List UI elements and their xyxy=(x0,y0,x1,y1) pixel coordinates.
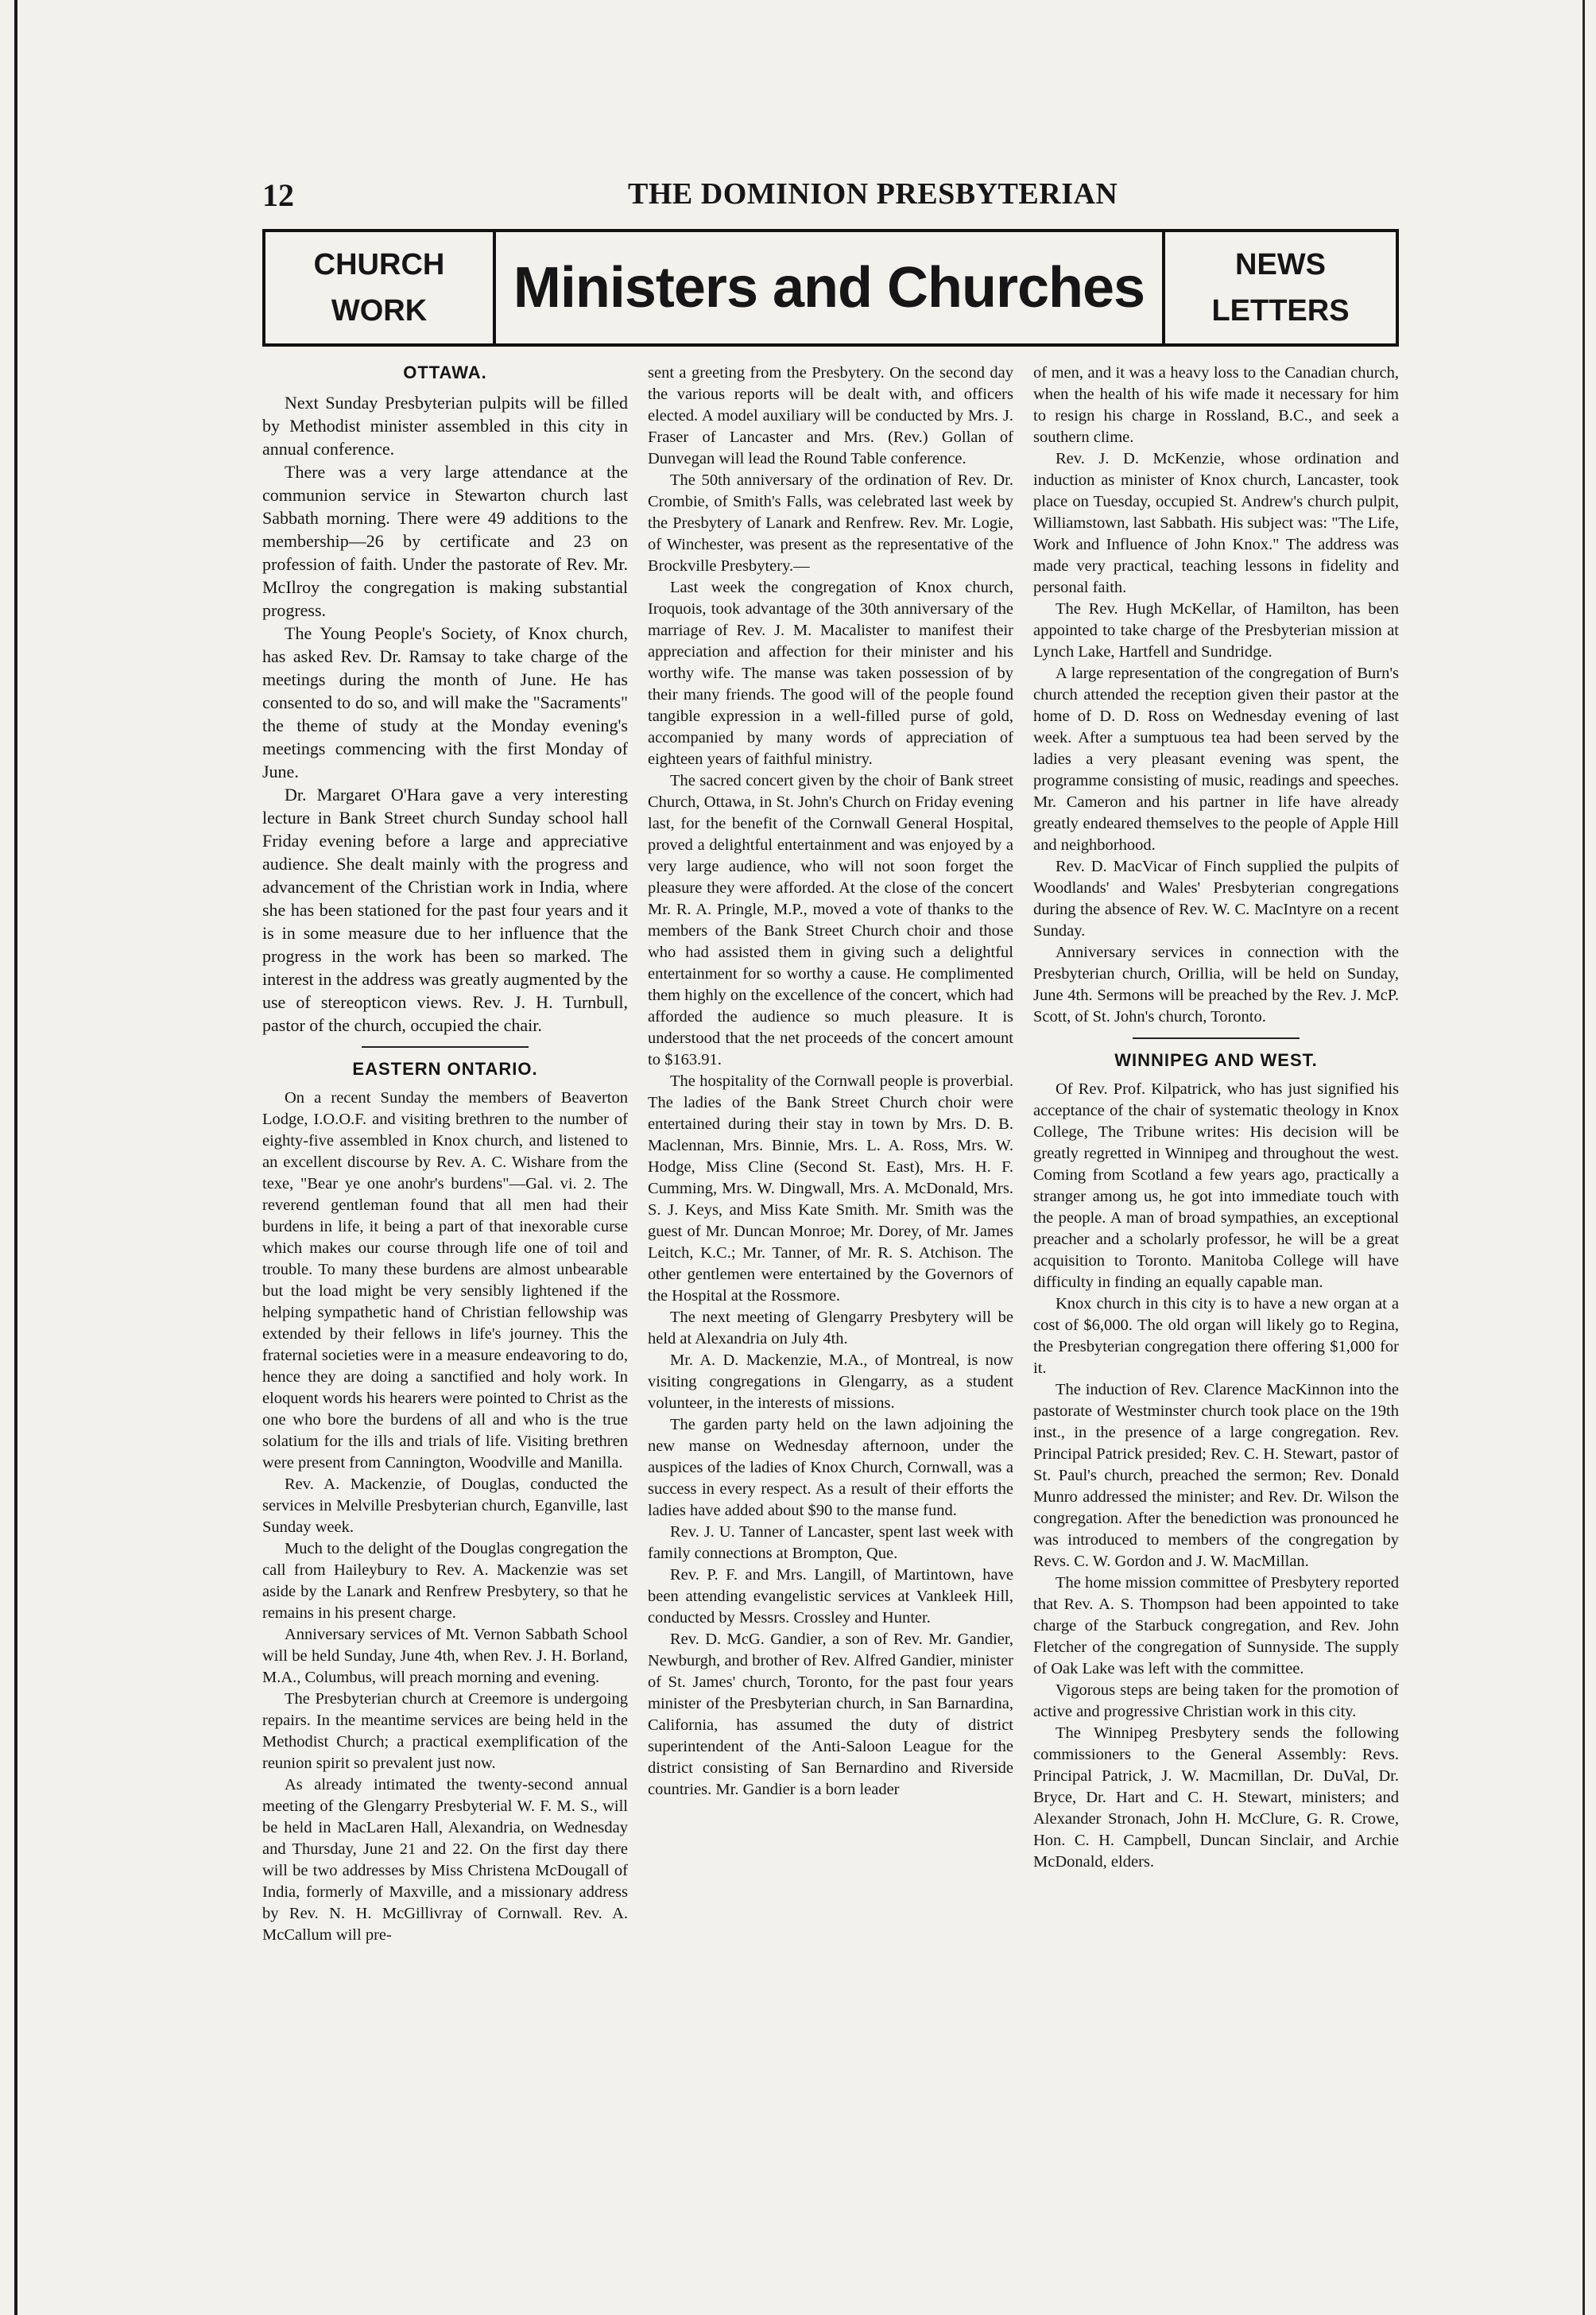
banner-title: Ministers and Churches xyxy=(496,232,1165,343)
section-banner xyxy=(262,229,1399,347)
article-paragraph: Anniversary services in connection with the Presbyterian church, Orillia, will be held on Sunday, June 4th. Sermons will be preached by the Rev. J. McP. Scott, of St. John's church, Toronto. xyxy=(1033,944,1399,1026)
article-paragraph: Much to the delight of the Douglas congregation the call from Haileybury to Rev. A. Mackenzie was set aside by the Lanark and Renfrew Presbytery, so that he remains in his present charge. xyxy=(262,1540,628,1622)
article-paragraph: There was a very large attendance at the communion service in Stewarton church last Sabbath morning. There were 49 additions to the membership—26 by certificate and 23 on profession of faith. Under the pastorate of Rev. Mr. McIlroy the congregation is making substantial progress. xyxy=(262,462,628,620)
article-paragraph: The Winnipeg Presbytery sends the following commissioners to the General Assembly: Revs. Principal Patrick, J. W. Macmillan, Dr. DuVal, Dr. Bryce, Dr. Hart and C. H. Stewart, ministers; and Alexander Stronach, John H. McClure, G. R. Crowe, Hon. C. H. Campbell, Duncan Sinclair, and Archie McDonald, elders. xyxy=(1033,1724,1399,1871)
article-paragraph: Mr. A. D. Mackenzie, M.A., of Montreal, is now visiting congregations in Glengarry, as a student volunteer, in the interests of missions. xyxy=(648,1351,1013,1412)
column-2 xyxy=(648,363,1013,2215)
article-paragraph: Rev. D. McG. Gandier, a son of Rev. Mr. Gandier, Newburgh, and brother of Rev. Alfred Gandier, minister of St. James' church, Toronto, for the past four years minister of the Presbyterian church, in San Barnardina, California, has assumed the duty of district superintendent of the Anti-Saloon League for the district consisting of San Bernardino and Riverside countries. Mr. Gandier is a born leader xyxy=(648,1631,1013,1798)
article-paragraph: Of Rev. Prof. Kilpatrick, who has just signified his acceptance of the chair of systematic theology in Knox College, The Tribune writes: His decision will be greatly regretted in Winnipeg and throughout the west. Coming from Scotland a few years ago, practically a stranger among us, he got into immediate touch with the people. A man of broad sympathies, an exceptional preacher and a scholarly professor, he will be a great acquisition to Toronto. Manitoba College will have difficulty in finding an equally capable man. xyxy=(1033,1080,1399,1291)
article-paragraph: Dr. Margaret O'Hara gave a very interesting lecture in Bank Street church Sunday school hall Friday evening before a large and appreciative audience. She dealt mainly with the progress and advancement of the Christian work in India, where she has been stationed for the past four years and it is in some measure due to her influence that the progress in the work has been so marked. The interest in the address was greatly augmented by the use of stereopticon views. Rev. J. H. Turnbull, pastor of the church, occupied the chair. xyxy=(262,785,628,1035)
article-paragraph: The sacred concert given by the choir of Bank street Church, Ottawa, in St. John's Church on Friday evening last, for the benefit of the Cornwall General Hospital, proved a delightful entertainment and was enjoyed by a very large audience, who will not soon forget the pleasure they were afforded. At the close of the concert Mr. R. A. Pringle, M.P., moved a vote of thanks to the members of the Bank Street Church choir and those who had assisted them in giving such a delightful entertainment for so worthy a cause. He complimented them highly on the excellence of the concert, which had afforded the audience so much pleasure. It is understood that the net proceeds of the concert amount to $163.91. xyxy=(648,772,1013,1068)
article-paragraph: The induction of Rev. Clarence MacKinnon into the pastorate of Westminster church took place on the 19th inst., in the presence of a large congregation. Rev. Principal Patrick presided; Rev. C. H. Stewart, pastor of St. Paul's church, preached the sermon; Rev. Donald Munro addressed the minister; and Rev. Dr. Wilson the congregation. After the benediction was pronounced he was introduced to members of the congregation by Revs. C. W. Gordon and J. W. MacMillan. xyxy=(1033,1381,1399,1570)
article-paragraph: Rev. J. D. McKenzie, whose ordination and induction as minister of Knox church, Lancaster, took place on Tuesday, occupied St. Andrew's church pulpit, Williamstown, last Sabbath. His subject was: "The Life, Work and Influence of John Knox." The address was made very practical, teaching lessons in fidelity and personal faith. xyxy=(1033,450,1399,596)
section-divider xyxy=(1133,1037,1300,1039)
section-heading: WINNIPEG AND WEST. xyxy=(1114,1050,1318,1070)
article-paragraph: The Presbyterian church at Creemore is undergoing repairs. In the meantime services are being held in the Methodist Church; a practical exemplification of the reunion spirit so prevalent just now. xyxy=(262,1690,628,1772)
article-paragraph: Vigorous steps are being taken for the promotion of active and progressive Christian work in this city. xyxy=(1033,1681,1399,1720)
article-paragraph: Anniversary services of Mt. Vernon Sabbath School will be held Sunday, June 4th, when Rev. J. H. Borland, M.A., Columbus, will preach morning and evening. xyxy=(262,1626,628,1686)
banner-right-line-1: NEWS xyxy=(1235,248,1326,281)
article-paragraph: The garden party held on the lawn adjoining the new manse on Wednesday afternoon, under the auspices of the ladies of Knox Church, Cornwall, was a success in every respect. As a result of their efforts the ladies have added about $90 to the manse fund. xyxy=(648,1416,1013,1519)
article-paragraph: Knox church in this city is to have a new organ at a cost of $6,000. The old organ will likely go to Regina, the Presbyterian congregation there offering $1,000 for it. xyxy=(1033,1295,1399,1377)
article-paragraph: The hospitality of the Cornwall people is proverbial. The ladies of the Bank Street Church choir were entertained during their stay in town by Mrs. D. B. Maclennan, Mrs. Binnie, Mrs. L. A. Ross, Mrs. W. Hodge, Miss Cline (Second St. East), Mrs. H. F. Cumming, Mrs. W. Dingwall, Mrs. A. McDonald, Mrs. S. J. Keys, and Miss Kate Smith. Mr. Smith was the guest of Mr. Duncan Monroe; Mr. Dorey, of Mr. James Leitch, K.C.; Mr. Tanner, of Mr. R. S. Atchison. The other gentlemen were entertained by the Governors of the Hospital at the Rossmore. xyxy=(648,1072,1013,1305)
article-paragraph: The Young People's Society, of Knox church, has asked Rev. Dr. Ramsay to take charge of the meetings during the month of June. He has consented to do so, and will make the "Sacraments" the theme of study at the Monday evening's meetings commencing with the first Monday of June. xyxy=(262,623,628,781)
article-paragraph: The next meeting of Glengarry Presbytery will be held at Alexandria on July 4th. xyxy=(648,1309,1013,1348)
article-paragraph: Last week the congregation of Knox church, Iroquois, took advantage of the 30th anniversary of the marriage of Rev. J. M. Macalister to manifest their appreciation and affection for their minister and his worthy wife. The manse was taken possession of by their many friends. The good will of the people found tangible expression in a well-filled purse of gold, accompanied by many words of appreciation of eighteen years of faithful ministry. xyxy=(648,579,1013,768)
banner-left-line-2: WORK xyxy=(331,294,428,328)
scan-edge-right xyxy=(1582,0,1585,2315)
article-paragraph: As already intimated the twenty-second annual meeting of the Glengarry Presbyterial W. F. M. S., will be held in MacLaren Hall, Alexandria, on Wednesday and Thursday, June 21 and 22. On the first day there will be two addresses by Miss Christena McDougall of India, formerly of Maxville, and a missionary address by Rev. N. H. McGillivray of Cornwall. Rev. A. McCallum will pre- xyxy=(262,1776,628,1944)
column-1 xyxy=(262,363,628,2215)
article-paragraph: On a recent Sunday the members of Beaverton Lodge, I.O.O.F. and visiting brethren to the number of eighty-five assembled in Knox church, and listened to an excellent discourse by Rev. A. C. Wishare from the texe, "Bear ye one anohr's burdens"—Gal. vi. 2. The reverend gentleman found that all men had their burdens in life, it being a part of that inexorable curse which makes our course through life one of toil and trouble. To many these burdens are almost unbearable but the load might be very sensibly lightened if the helping sympathetic hand of Christian fellowship was extended by their fellows in life's journey. This the fraternal societies were in a measure endeavoring to do, hence they are doing a sanctified and holy work. In eloquent words his hearers were pointed to Christ as the one who bore the burdens of all and who is the true solatium for the ills and trials of life. Visiting brethren were present from Cannington, Woodville and Manilla. xyxy=(262,1089,628,1472)
banner-right-box xyxy=(1165,232,1396,343)
section-divider xyxy=(362,1046,529,1048)
article-paragraph: Rev. J. U. Tanner of Lancaster, spent last week with family connections at Brompton, Que. xyxy=(648,1523,1013,1562)
column-3 xyxy=(1033,363,1399,2215)
article-paragraph: Next Sunday Presbyterian pulpits will be filled by Methodist minister assembled in this city in annual conference. xyxy=(262,393,628,459)
article-paragraph: The Rev. Hugh McKellar, of Hamilton, has been appointed to take charge of the Presbyterian mission at Lynch Lake, Hartfell and Sundridge. xyxy=(1033,600,1399,661)
article-paragraph: Rev. D. MacVicar of Finch supplied the pulpits of Woodlands' and Wales' Presbyterian congregations during the absence of Rev. W. C. MacIntyre on a recent Sunday. xyxy=(1033,858,1399,940)
scan-edge-left xyxy=(14,0,17,2315)
article-paragraph: A large representation of the congregation of Burn's church attended the reception given their pastor at the home of D. D. Ross on Wednesday evening of last week. After a sumptuous tea had been served by the ladies a very pleasant evening was spent, the programme consisting of music, readings and speeches. Mr. Cameron and his partner in life have already greatly endeared themselves to the people of Apple Hill and neighborhood. xyxy=(1033,665,1399,854)
section-heading: OTTAWA. xyxy=(403,363,487,382)
publication-title: THE DOMINION PRESBYTERIAN xyxy=(628,177,1118,211)
article-paragraph: The home mission committee of Presbytery reported that Rev. A. S. Thompson had been appointed to take charge of the Starbuck congregation, and Rev. John Fletcher of the congregation of Sunnyside. The supply of Oak Lake was left with the committee. xyxy=(1033,1574,1399,1677)
page-number: 12 xyxy=(262,177,294,213)
banner-left-line-1: CHURCH xyxy=(313,248,445,281)
banner-left-box xyxy=(265,232,496,343)
article-columns xyxy=(262,363,1399,2215)
banner-right-line-2: LETTERS xyxy=(1211,294,1350,328)
article-paragraph: The 50th anniversary of the ordination of Rev. Dr. Crombie, of Smith's Falls, was celebrated last week by the Presbytery of Lanark and Renfrew. Rev. Mr. Logie, of Winchester, was present as the representative of the Brockville Presbytery.— xyxy=(648,471,1013,575)
article-paragraph: sent a greeting from the Presbytery. On the second day the various reports will be dealt with, and officers elected. A model auxiliary will be conducted by Mrs. J. Fraser of Lancaster and Mrs. (Rev.) Gollan of Dunvegan will lead the Round Table conference. xyxy=(648,364,1013,467)
article-paragraph: Rev. A. Mackenzie, of Douglas, conducted the services in Melville Presbyterian church, Eganville, last Sunday week. xyxy=(262,1475,628,1536)
article-paragraph: Rev. P. F. and Mrs. Langill, of Martintown, have been attending evangelistic services at Vankleek Hill, conducted by Messrs. Crossley and Hunter. xyxy=(648,1566,1013,1627)
running-header xyxy=(262,176,1330,224)
section-heading: EASTERN ONTARIO. xyxy=(352,1059,538,1079)
article-paragraph: of men, and it was a heavy loss to the Canadian church, when the health of his wife made it necessary for him to resign his charge in Rossland, B.C., and seek a southern clime. xyxy=(1033,364,1399,446)
